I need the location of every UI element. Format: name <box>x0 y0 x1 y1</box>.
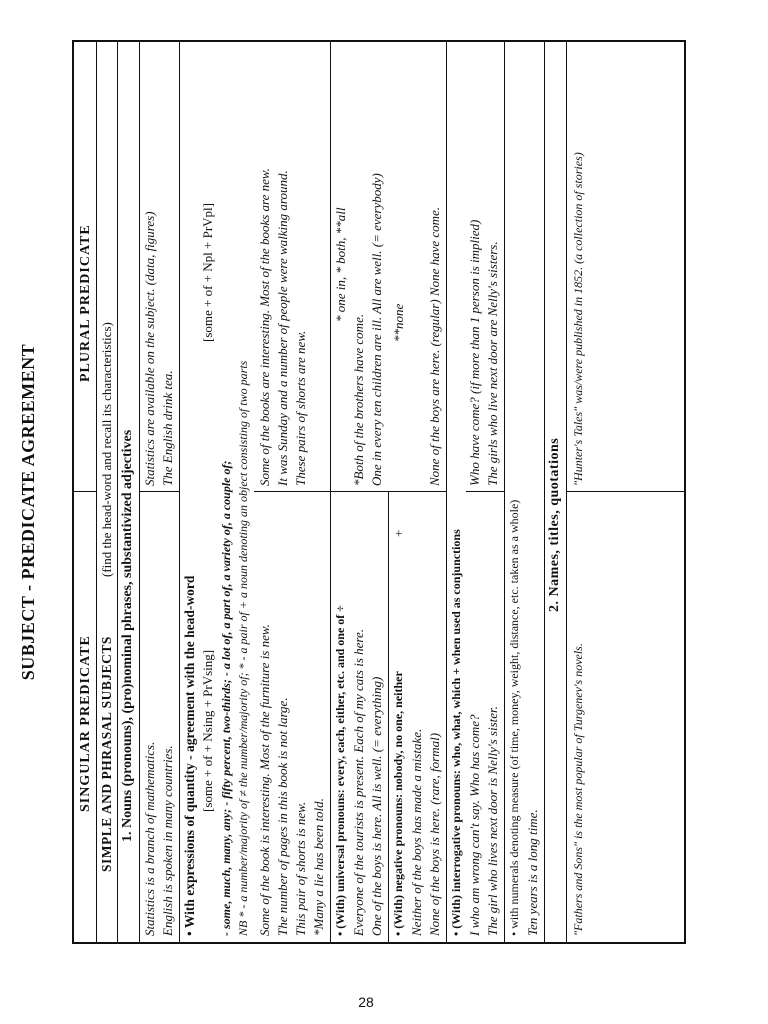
section-2-title: 2. Names, titles, quotations <box>547 437 562 612</box>
measure-heading: • with numerals denoting measure (of time, money, weight, distance, etc. taken as a whole) <box>507 499 521 936</box>
interr-singular-example: I who am wrong can't say. Who has come? <box>467 714 482 936</box>
rule <box>139 42 140 942</box>
measure-singular-example: Ten years is a long time. <box>525 809 540 936</box>
rule <box>504 42 505 942</box>
agreement-table <box>72 40 686 944</box>
rule <box>179 42 180 942</box>
col-divider <box>566 491 684 492</box>
interr-singular-example: The girl who lives next door is Nelly's sister. <box>485 706 500 936</box>
s1-plural-example: Statistics are available on the subject. (data, figures) <box>142 211 157 486</box>
header-divider <box>74 491 96 492</box>
qty-plural-example: It was Sunday and a number of people were walking around. <box>275 170 290 486</box>
formula-plural: [some + of + Npl + PrVpl] <box>200 203 215 342</box>
universal-marks: * one in, * both, **all <box>333 207 348 322</box>
quantity-note: NB * - a number/majority of ≠ the number/majority of; * - a pair of + a noun denoting an object consisting of two parts <box>236 360 250 936</box>
interr-plural-example: Who have come? (if more than 1 person is implied) <box>467 219 482 486</box>
neg-singular-example: None of the boys is here. (rare, formal) <box>427 732 442 936</box>
univ-singular-example: Everyone of the tourists is present. Each of my cats is here. <box>351 628 366 936</box>
interr-plural-example: The girls who live next door are Nelly's sisters. <box>485 241 500 486</box>
quantity-list: - some, much, many, any; - fifty percent, two-thirds; - a lot of, a part of, a variety of, a couple of; <box>219 460 233 936</box>
rule <box>117 42 118 942</box>
formula-singular: [some + of + Nsing + PrVsing] <box>200 649 215 812</box>
simple-phrasal-note: (find the head-word and recall its characteristics) <box>99 322 114 577</box>
s1-plural-example: The English drink tea. <box>160 370 175 486</box>
col-divider <box>424 491 446 492</box>
qty-singular-example: Some of the book is interesting. Most of the furniture is new. <box>257 624 272 936</box>
simple-phrasal-heading: SIMPLE AND PHRASAL SUBJECTS <box>99 636 114 872</box>
universal-heading: • (With) universal pronouns: every, each, either, etc. and one of ÷ <box>333 605 347 936</box>
s1-singular-example: English is spoken in many countries. <box>160 745 175 936</box>
rule <box>96 42 97 942</box>
page-title: SUBJECT - PREDICATE AGREEMENT <box>18 343 38 681</box>
negative-mark-none: **none <box>391 303 406 342</box>
negative-heading: • (With) negative pronouns: nobody, no one, neither <box>391 671 405 936</box>
neg-plural-example: None of the boys are here. (regular) None have come. <box>427 206 442 486</box>
qty-plural-example: These pairs of shorts are new. <box>293 330 308 486</box>
plural-header: PLURAL PREDICATE <box>78 224 93 382</box>
negative-mark: + <box>391 529 406 537</box>
univ-singular-example: One of the boys is here. All is well. (= everything) <box>369 676 384 936</box>
rule <box>566 42 567 942</box>
univ-plural-example: One in every ten children are ill. All are well. (= everybody) <box>369 173 384 486</box>
singular-header: SINGULAR PREDICATE <box>78 635 93 812</box>
page-number: 28 <box>358 994 374 1011</box>
rule <box>388 492 389 942</box>
s2-singular-example: "Fathers and Sons" is the most popular of Turgenev's novels. <box>571 643 585 936</box>
qty-plural-example: Some of the books are interesting. Most of the books are new. <box>257 168 272 486</box>
col-divider <box>139 491 179 492</box>
s1-singular-example: Statistics is a branch of mathematics. <box>142 741 157 936</box>
section-1-title: 1. Nouns (pronouns), (pro)nominal phrases, substantivized adjectives <box>120 429 135 842</box>
s2-plural-example: "Hunter's Tales" was/were published in 1852. (a collection of stories) <box>571 152 585 486</box>
quantity-heading: • With expressions of quantity - agreement with the head-word <box>182 575 197 936</box>
col-divider <box>466 491 504 492</box>
col-divider <box>254 491 330 492</box>
univ-plural-example: *Both of the brothers have come. <box>351 313 366 486</box>
qty-singular-example: This pair of shorts is new. <box>293 801 308 936</box>
interrogative-heading: • (With) interrogative pronouns: who, what, which + when used as conjunctions <box>449 529 463 936</box>
rule <box>544 42 545 942</box>
qty-singular-example: *Many a lie has been told. <box>311 798 326 936</box>
col-divider <box>330 491 424 492</box>
rule <box>446 42 447 942</box>
qty-singular-example: The number of pages in this book is not large. <box>275 697 290 936</box>
neg-singular-example: Neither of the boys has made a mistake. <box>409 728 424 936</box>
rule <box>330 42 331 942</box>
